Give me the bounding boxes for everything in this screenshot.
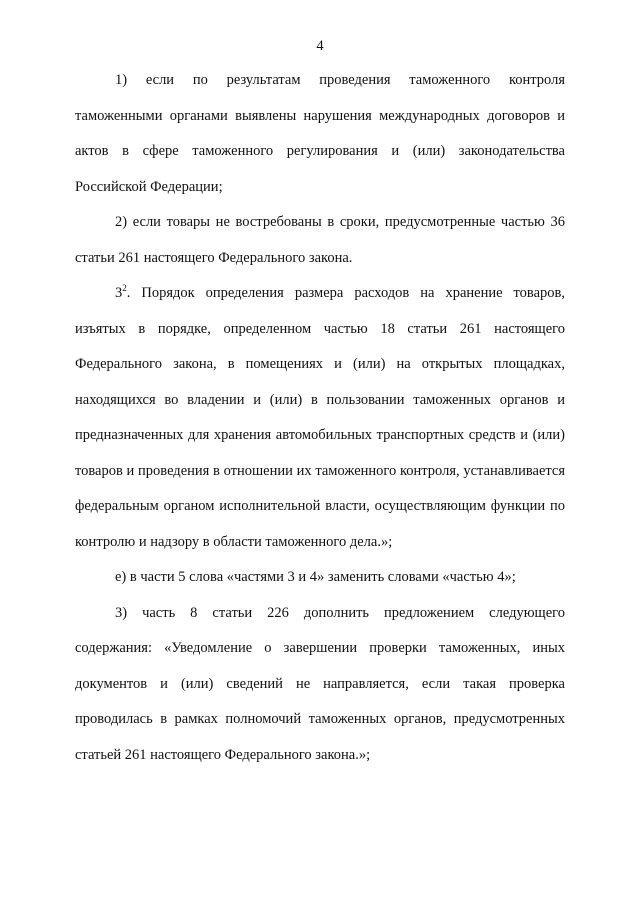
- paragraph-item-e: е) в части 5 слова «частями 3 и 4» заменить словами «частью 4»;: [115, 569, 516, 585]
- section-superscript: 2: [122, 283, 127, 293]
- paragraph-item-3: 3) часть 8 статьи 226 дополнить предложением следующего содержания: «Уведомление о завершении проверки таможенных, иных документов и (или) сведений не направляется, если такая проверка проводилась в рамках полномочий таможенных органов, предусмотренных статьей 261 настоящего Федерального закона.»;: [75, 604, 565, 763]
- paragraph-section-3-2: [75, 276, 565, 560]
- page-number: 4: [316, 38, 324, 54]
- paragraph-item-1: 1) если по результатам проведения таможенного контроля таможенными органами выявлены нарушения международных договоров и актов в сфере таможенного регулирования и (или) законодательства Российской Федерации;: [75, 72, 565, 195]
- section-text: . Порядок определения размера расходов на хранение товаров, изъятых в порядке, определенном частью 18 статьи 261 настоящего Федерального закона, в помещениях и (или) на открытых площадках, находящихся во владении и (или) в пользовании таможенных органов и предназначенных для хранения автомобильных транспортных средств и (или) товаров и проведения в отношении их таможенного контроля, устанавливается федеральным органом исполнительной власти, осуществляющим функции по контролю и надзору в области таможенного дела.»;: [75, 285, 565, 550]
- document-body: [75, 63, 565, 773]
- section-number: 3: [115, 285, 123, 301]
- paragraph-item-2: 2) если товары не востребованы в сроки, предусмотренные частью 36 статьи 261 настоящего Федерального закона.: [75, 214, 565, 266]
